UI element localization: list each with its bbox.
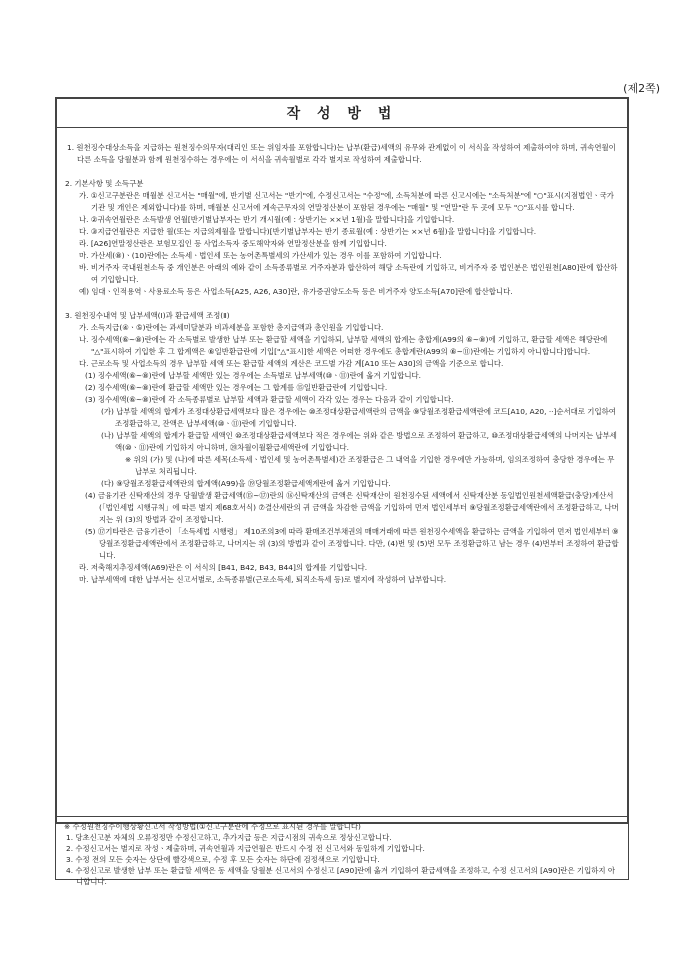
note-item: 4. 수정신고로 발생한 납부 또는 환급할 세액은 동 세액을 당월분 신고서의 수정신고 [A90]란에 옮겨 기입하여 환급세액을 조정하고, 수정 신고서의 [A90]란은 기입하지 아니합니다. <box>66 866 615 886</box>
section-3-sub-item: (3) 징수세액(⑥~⑧)란에 각 소득종류별로 납부할 세액과 환급할 세액이 각각 있는 경우는 다음과 같이 기입합니다. <box>85 395 454 404</box>
instructions-frame <box>55 97 629 824</box>
section-2-item: 가. ①신고구분란은 매월분 신고서는 "매월"에, 반기별 신고서는 "반기"에, 수정신고서는 "수정"에, 소득처분에 따른 신고시에는 "소득처분"에 "○"표시(지점법인ㆍ국가기관 및 개인은 제외합니다)를 하며, 매월분 신고서에 계속근무자의 연말정산분이 포함된 경우에는 "매월" 및 "연말"란 두 곳에 모두 "○"표시를 합니다. <box>79 191 614 212</box>
section-3-item: 마. 납부세액에 대한 납부서는 신고서별로, 소득종류별(근로소득세, 퇴직소득세 등)로 별지에 작성하여 납부합니다. <box>79 575 447 584</box>
section-1 <box>65 142 619 166</box>
section-3-sub-item: (2) 징수세액(⑥~⑧)란에 환급할 세액만 있는 경우에는 그 합계를 ⑮일반환급란에 기입합니다. <box>85 383 388 392</box>
section-3-sub-item: (1) 징수세액(⑥~⑧)란에 납부할 세액만 있는 경우에는 소득별로 납부세액(⑩ㆍ⑪)란에 옮겨 기입합니다. <box>85 371 421 380</box>
page-title: 작 성 방 법 <box>286 106 398 122</box>
section-3-sub-item: (5) ⑰기타란은 금융기관이 「소득세법 시행령」 제10조의3에 따라 환매조건부채권의 매매거래에 따른 원천징수세액을 환급하는 금액을 기입하여 먼저 법인세부터 ⑨당월조정환급세액란에서 조정환급하고, 나머지는 위 (3)의 방법과 같이 조정합니다. 다만, (4)번 및 (5)번 모두 조정환급하고 남는 경우 (4)번부터 조정하여 환급합니다. <box>85 527 619 560</box>
section-2 <box>65 178 619 298</box>
section-3-item: 라. 저축해지추징세액(A69)란은 이 서식의 [B41, B42, B43, B44]의 합계를 기입합니다. <box>79 563 368 572</box>
section-3-sub-sub-item: (가) 납부할 세액의 합계가 조정대상환급세액보다 많은 경우에는 ⑩조정대상환급세액란의 금액을 ⑨당월조정환급세액란에 코드[A10, A20, ··]순서대로 기입하여 조정환급하고, 잔액은 납부세액(⑩ㆍ⑪)란에 기입합니다. <box>101 407 616 428</box>
section-3-sub-sub-item: (나) 납부할 세액의 합계가 환급할 세액인 ⑩조정대상환급세액보다 적은 경우에는 위와 같은 방법으로 조정하여 환급하고, ⑩조정대상환급세액의 나머지는 납부세액(⑩ㆍ⑪)란에 기입하지 아니하며, ⑳차월이월환급세액란에 기입합니다. <box>101 431 617 452</box>
instructions-content <box>57 128 627 586</box>
section-3-star-note: ※ 위의 (가) 및 (나)에 따른 세목(소득세ㆍ법인세 및 농어촌특별세)간 조정환급은 그 내역을 기입한 경우에만 가능하며, 임의조정하여 충당한 경우에는 무납부로 처리됩니다. <box>125 455 615 476</box>
section-3-sub-sub-item: (다) ⑨당월조정환급세액란의 합계액(A99)을 ⑲당월조정환급세액계란에 옮겨 기입합니다. <box>101 479 391 488</box>
section-3-heading: 3. 원천징수내역 및 납부세액(Ⅰ)과 환급세액 조정(Ⅱ) <box>65 311 230 320</box>
section-2-heading: 2. 기본사항 및 소득구분 <box>65 179 144 188</box>
note-item: 2. 수정신고서는 별지로 작성ㆍ제출하며, 귀속연월과 지급연월은 반드시 수정 전 신고서와 동일하게 기입합니다. <box>66 844 425 853</box>
section-3-sub-item: (4) 금융기관 신탁재산의 경우 당월발생 환급세액(⑮~⑰)란의 ⑯신탁재산의 금액은 신탁재산이 원천징수된 세액에서 신탁재산분 동일법인원천세액환급(충당)계산서(「법인세법 시행규칙」에 따른 별지 제68호서식) ⑦결산세란의 귀 금액을 차감한 금액을 기입하여 먼저 법인세부터 ⑨당월조정환급세액란에서 조정환급하고, 나머지는 위 (3)의 방법과 같이 조정합니다. <box>85 491 619 524</box>
note-item: 1. 당초신고분 자체의 오류정정만 수정신고하고, 추가지급 등은 지급시점의 귀속으로 정상신고합니다. <box>66 833 392 842</box>
section-2-item: 마. 가산세(⑧)ㆍ(10)란에는 소득세ㆍ법인세 또는 농어촌특별세의 가산세가 있는 경우 이를 포함하여 기입합니다. <box>79 251 442 260</box>
note-heading: ※ 수정원천징수이행상황신고서 작성방법(①신고구분란에 수정으로 표시된 경우를 말합니다) <box>64 822 361 831</box>
section-3-item: 가. 소득지급(④ㆍ⑤)란에는 과세미달분과 비과세분을 포함한 총지급액과 총인원을 기입합니다. <box>79 323 384 332</box>
title-band <box>57 99 627 128</box>
section-2-item: 나. ②귀속연월란은 소득발생 연월[반기별납부자는 반기 개시월(예 : 상반기는 ××년 1월)을 말합니다]을 기입합니다. <box>79 215 455 224</box>
page-number: (제2쪽) <box>623 82 660 95</box>
section-2-item: 바. 비거주자 국내원천소득 중 개인분은 아래의 예와 같이 소득종류별로 거주자분과 합산하여 해당 소득란에 기입하고, 비거주자 중 법인분은 법인원천[A80]란에 합산하여 기입합니다. <box>79 263 618 284</box>
section-3-item: 나. 징수세액(⑥~⑧)란에는 각 소득별로 발생한 납부 또는 환급할 세액을 기입하되, 납부할 세액의 합계는 총합계(A99의 ⑥~⑧)에 기입하고, 환급할 세액은 해당란에 "△"표시하여 기입한 후 그 합계액은 ⑥일반환급란에 기입["△"표시]한 세액은 어떠한 경우에도 총합계란(A99의 ⑥~⑪)란에는 기입하지 아니합니다]합니다. <box>79 335 608 356</box>
section-2-item: 다. ③지급연월란은 지급한 월(또는 지급의제월을 말합니다)[반기별납부자는 반기 종료월(예 : 상반기는 ××년 6월)을 말합니다]을 기입합니다. <box>79 227 537 236</box>
section-2-item: 라. [A26]연말정산란은 보험모집인 등 사업소득자 중도해약자와 연말정산분을 함께 기입합니다. <box>79 239 387 248</box>
section-3-item: 다. 근로소득 및 사업소득의 경우 납부할 세액 또는 환급할 세액의 계산은 코드별 가감 계[A10 또는 A30]의 금액을 기준으로 합니다. <box>79 359 504 368</box>
note-item: 3. 수정 전의 모든 숫자는 상단에 빨강색으로, 수정 후 모든 숫자는 하단에 검정색으로 기입합니다. <box>66 855 380 864</box>
section-3 <box>65 310 619 586</box>
section-1-text: 1. 원천징수대상소득을 지급하는 원천징수의무자(대리인 또는 위임자를 포함합니다)는 납부(환급)세액의 유무와 관계없이 이 서식을 작성하여 제출하여야 하며, 귀속연월이 다른 소득을 당월분과 함께 원천징수하는 경우에는 이 서식을 귀속월별로 각각 별지로 작성하여 제출합니다. <box>67 143 616 164</box>
section-2-example: 예) 임대ㆍ인적용역ㆍ사용료소득 등은 사업소득[A25, A26, A30]란, 유가증권양도소득 등은 비거주자 양도소득[A70]란에 합산합니다. <box>79 287 513 296</box>
amendment-note-box <box>55 816 629 886</box>
